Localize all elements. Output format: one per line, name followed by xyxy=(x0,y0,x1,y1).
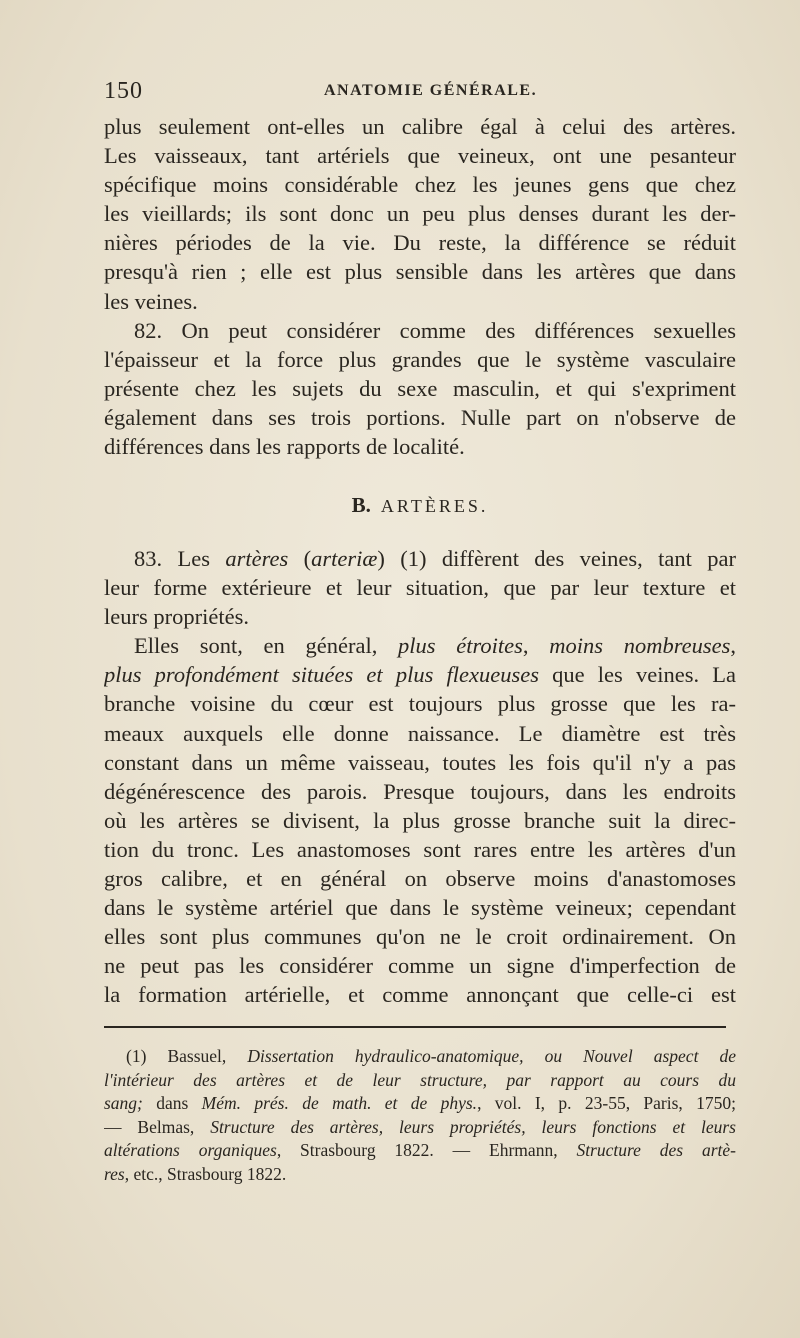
section-letter: B. xyxy=(351,493,371,517)
text-line: dans le système artériel que dans le système veineux; cependant xyxy=(104,895,736,921)
section-title: ARTÈRES. xyxy=(380,496,489,516)
footnote-line: (1) Bassuel, Dissertation hydraulico-anatomique, ou Nouvel aspect de xyxy=(126,1046,736,1066)
footnote xyxy=(104,1045,736,1187)
text-line: leurs propriétés. xyxy=(104,604,249,630)
text-line: l'épaisseur et la force plus grandes que le système vasculaire xyxy=(104,346,736,372)
text-line: tion du tronc. Les anastomoses sont rares entre les artères d'un xyxy=(104,836,736,862)
text-line: ne peut pas les considérer comme un signe d'imperfection de xyxy=(104,953,736,979)
text-line: les vieillards; ils sont donc un peu plus denses durant les der- xyxy=(104,201,736,227)
text-line: plus profondément situées et plus flexueuses que les veines. La xyxy=(104,662,736,688)
page-header xyxy=(104,78,736,108)
text-line: présente chez les sujets du sexe masculin, et qui s'expriment xyxy=(104,375,736,401)
text-line: constant dans un même vaisseau, toutes les fois qu'il n'y a pas xyxy=(104,749,736,775)
text-line: branche voisine du cœur est toujours plus grosse que les ra- xyxy=(104,691,736,717)
text-line: leur forme extérieure et leur situation, que par leur texture et xyxy=(104,575,736,601)
footnote-rule xyxy=(104,1026,726,1028)
footnote-line: — Belmas, Structure des artères, leurs propriétés, leurs fonctions et leurs xyxy=(104,1116,736,1137)
text-line: la formation artérielle, et comme annonçant que celle-ci est xyxy=(104,982,736,1008)
text-line: 83. Les artères (arteriæ) (1) diffèrent des veines, tant par xyxy=(134,546,736,571)
text-line: gros calibre, et en général on observe moins d'anastomoses xyxy=(104,866,736,892)
text-line: presqu'à rien ; elle est plus sensible dans les artères que dans xyxy=(104,259,736,285)
text-line: plus seulement ont-elles un calibre égal à celui des artères. xyxy=(104,114,736,139)
text-line: Les vaisseaux, tant artériels que veineux, ont une pesanteur xyxy=(104,143,736,169)
text-line: 82. On peut considérer comme des différences sexuelles xyxy=(134,317,736,343)
footnote-line: sang; dans Mém. prés. de math. et de phys., vol. I, p. 23-55, Paris, 1750; xyxy=(104,1093,736,1114)
main-text-bottom xyxy=(104,544,736,1010)
page-number: 150 xyxy=(104,78,143,104)
text-line: meaux auxquels elle donne naissance. Le diamètre est très xyxy=(104,720,736,746)
footnote-line: l'intérieur des artères et de leur structure, par rapport au cours du xyxy=(104,1069,736,1090)
text-line: Elles sont, en général, plus étroites, moins nombreuses, xyxy=(134,633,736,659)
main-text-top xyxy=(104,112,736,461)
running-title: ANATOMIE GÉNÉRALE. xyxy=(324,82,538,99)
footnote-line: res, etc., Strasbourg 1822. xyxy=(104,1163,287,1184)
text-line: dégénérescence des parois. Presque toujours, dans les endroits xyxy=(104,778,736,804)
text-line: différences dans les rapports de localité. xyxy=(104,434,465,460)
text-line: où les artères se divisent, la plus grosse branche suit la direc- xyxy=(104,807,736,833)
section-heading xyxy=(104,493,736,518)
text-line: les veines. xyxy=(104,288,198,314)
text-line: elles sont plus communes qu'on ne le croit ordinairement. On xyxy=(104,924,736,950)
text-line: nières périodes de la vie. Du reste, la différence se réduit xyxy=(104,230,736,256)
text-line: spécifique moins considérable chez les jeunes gens que chez xyxy=(104,172,736,198)
footnote-line: altérations organiques, Strasbourg 1822. — Ehrmann, Structure des artè- xyxy=(104,1140,736,1161)
text-line: également dans ses trois portions. Nulle part on n'observe de xyxy=(104,404,736,430)
